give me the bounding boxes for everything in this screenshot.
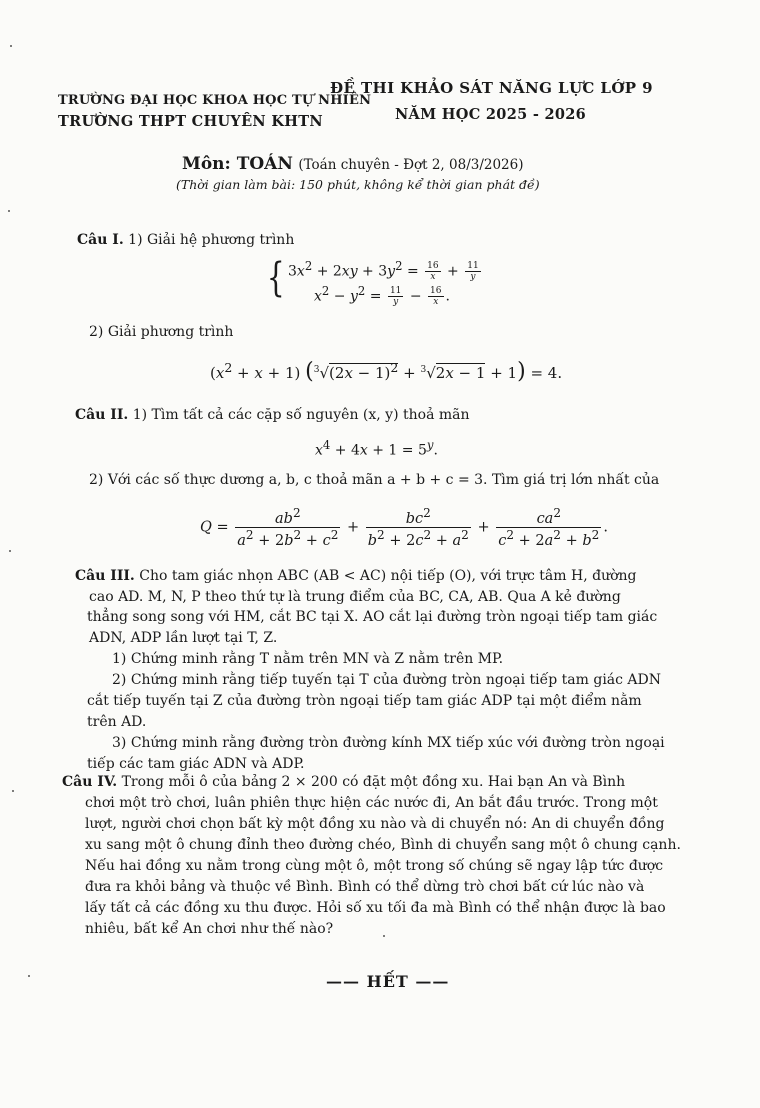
school-name-highschool: TRƯỜNG THPT CHUYÊN KHTN <box>58 113 323 130</box>
radical-equation: $(x^2 + x + 1) (^3√(2x - 1)^2 + ^3√2x - 1 + 1) = 4$. <box>210 359 563 384</box>
question-3-line-3: thẳng song song với HM, cắt BC tại X. AO cắt lại đường tròn ngoại tiếp tam giác <box>87 609 658 625</box>
scan-speck <box>12 790 14 792</box>
scan-speck <box>383 935 385 937</box>
scan-speck <box>28 975 30 977</box>
question-3-item-2-line-1: 2) Chứng minh rằng tiếp tuyến tại T của đường tròn ngoại tiếp tam giác ADN <box>112 672 662 688</box>
question-4-line-1 <box>62 772 625 793</box>
question-1-label: Câu I. <box>77 232 124 248</box>
scan-speck <box>8 210 10 212</box>
question-4-label: Câu IV. <box>62 774 118 790</box>
subject-label: Môn: TOÁN <box>182 154 293 174</box>
question-2-part-2: 2) Với các số thực dương a, b, c thoả mãn a + b + c = 3. Tìm giá trị lớn nhất của <box>89 472 660 488</box>
question-4-line-2: chơi một trò chơi, luân phiên thực hiện các nước đi, An bắt đầu trước. Trong một <box>85 795 658 811</box>
question-4-line-1-text: Trong mỗi ô của bảng 2 × 200 có đặt một đồng xu. Hai bạn An và Bình <box>121 774 626 790</box>
question-3-line-1: Cho tam giác nhọn ABC (AB < AC) nội tiếp (O), với trực tâm H, đường <box>139 568 637 584</box>
scan-speck <box>10 45 12 47</box>
system-brace: { <box>266 255 285 301</box>
system-equation-1: $3x^2 + 2xy + 3y^2$ = $\frac{16}{x}$ + $\frac{11}{y}$ <box>288 259 479 283</box>
question-1-part-1-text: 1) Giải hệ phương trình <box>128 232 295 248</box>
expression-Q: Q = $\frac{ab^2}{a^2 + 2b^2 + c^2}$ + $\frac{bc^2}{b^2 + 2c^2 + a^2}$ + $\frac{ca^2}{c^2 + 2a^2 + b^2}$ . <box>200 506 608 549</box>
exam-title: ĐỀ THI KHẢO SÁT NĂNG LỰC LỚP 9 <box>330 79 653 97</box>
school-year: NĂM HỌC 2025 - 2026 <box>395 106 587 123</box>
question-3-line-4: ADN, ADP lần lượt tại T, Z. <box>89 630 278 646</box>
question-3-item-2-line-2: cắt tiếp tuyến tại Z của đường tròn ngoại tiếp tam giác ADP tại một điểm nằm <box>87 693 642 709</box>
question-3-label: Câu III. <box>75 568 135 584</box>
question-3-item-3-line-2: tiếp các tam giác ADN và ADP. <box>87 756 305 772</box>
question-3-line-2: cao AD. M, N, P theo thứ tự là trung điểm của BC, CA, AB. Qua A kẻ đường <box>89 589 621 605</box>
question-4-line-4: xu sang một ô chung đỉnh theo đường chéo, Bình di chuyển sang một ô chung cạnh. <box>85 837 681 853</box>
end-marker: —— HẾT —— <box>326 972 450 991</box>
question-4-line-5: Nếu hai đồng xu nằm trong cùng một ô, một trong số chúng sẽ ngay lập tức được <box>85 858 664 874</box>
question-3 <box>75 566 675 587</box>
exam-timing: (Thời gian làm bài: 150 phút, không kể thời gian phát đề) <box>176 177 540 192</box>
scan-speck <box>9 550 11 552</box>
question-4-line-6: đưa ra khỏi bảng và thuộc về Bình. Bình có thể dừng trò chơi bất cứ lúc nào và <box>85 879 645 895</box>
question-1-part-2: 2) Giải phương trình <box>89 324 234 340</box>
question-3-item-1: 1) Chứng minh rằng T nằm trên MN và Z nằm trên MP. <box>112 651 504 667</box>
question-4-line-3: lượt, người chơi chọn bất kỳ một đồng xu nào và di chuyển nó: An di chuyển đồng <box>85 816 665 832</box>
diophantine-equation: $x^4 + 4x + 1 = 5^y$. <box>315 438 438 459</box>
school-name-university: TRƯỜNG ĐẠI HỌC KHOA HỌC TỰ NHIÊN <box>58 93 372 108</box>
question-2-part-1 <box>75 405 470 426</box>
system-equation-2: $x^2 - y^2$ = $\frac{11}{y}$ − $\frac{16}{x}$ . <box>314 284 450 308</box>
question-2-label: Câu II. <box>75 407 129 423</box>
question-4-line-7: lấy tất cả các đồng xu thu được. Hỏi số xu tối đa mà Bình có thể nhận được là bao <box>85 900 666 916</box>
question-2-part-1-text: 1) Tìm tất cả các cặp số nguyên (x, y) thoả mãn <box>132 407 470 423</box>
question-3-item-2-line-3: trên AD. <box>87 714 147 730</box>
question-4-line-8: nhiêu, bất kể An chơi như thế nào? <box>85 921 334 937</box>
subject-info: (Toán chuyên - Đợt 2, 08/3/2026) <box>298 157 524 173</box>
subject-line <box>182 154 524 174</box>
question-1-part-1 <box>77 230 294 251</box>
question-3-item-3-line-1: 3) Chứng minh rằng đường tròn đường kính MX tiếp xúc với đường tròn ngoại <box>112 735 665 751</box>
